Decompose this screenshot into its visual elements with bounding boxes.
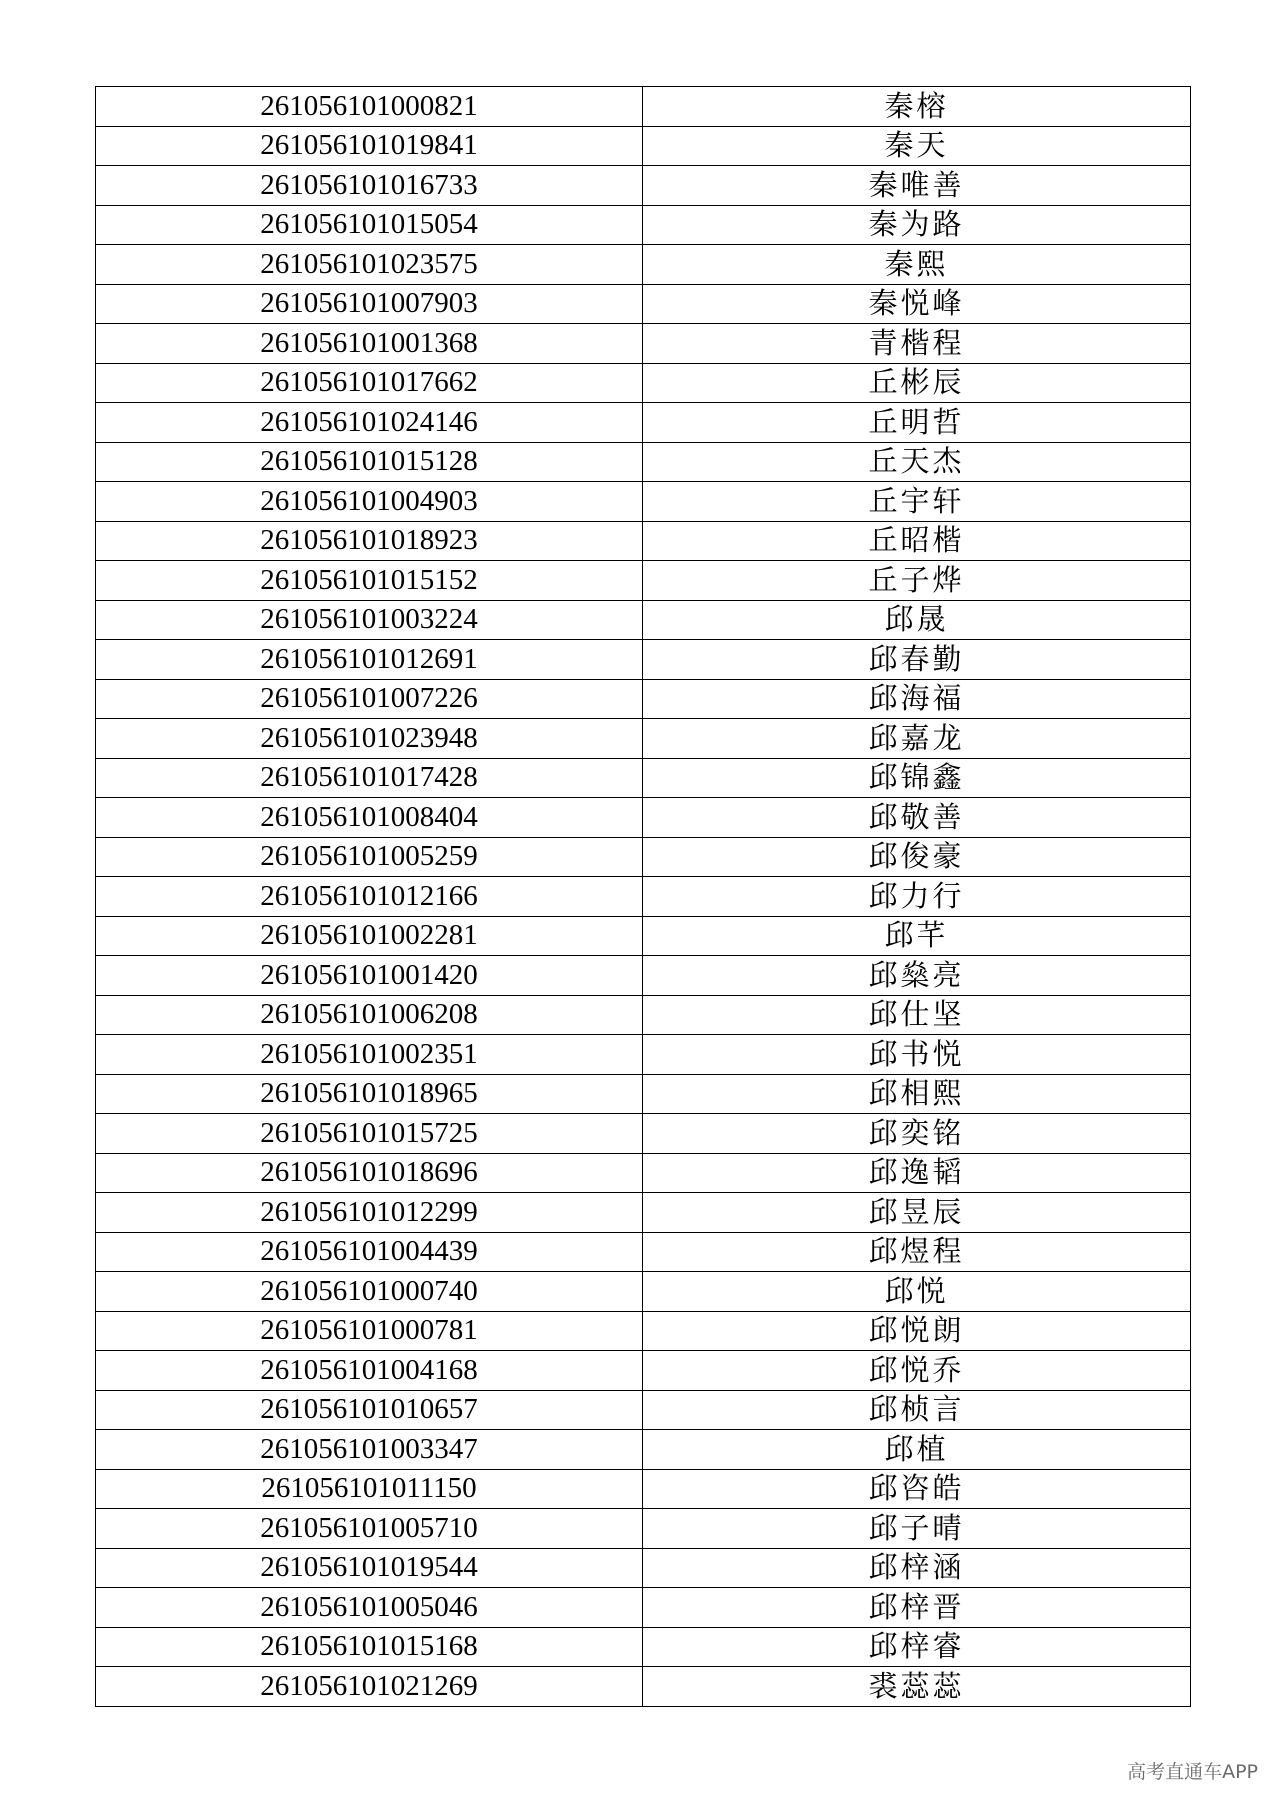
candidate-name-cell: 丘子烨	[643, 561, 1191, 601]
candidate-id-cell: 261056101015128	[96, 442, 643, 482]
candidate-id-cell: 261056101000740	[96, 1272, 643, 1312]
results-table-container	[95, 86, 1190, 1707]
candidate-name-cell: 丘明哲	[643, 403, 1191, 443]
table-row	[96, 363, 1191, 403]
candidate-name-cell: 邱悦朗	[643, 1311, 1191, 1351]
candidate-name-cell: 邱昱辰	[643, 1193, 1191, 1233]
table-row	[96, 561, 1191, 601]
table-row	[96, 245, 1191, 285]
candidate-id-cell: 261056101007226	[96, 679, 643, 719]
candidate-name-cell: 邱梓睿	[643, 1627, 1191, 1667]
candidate-name-cell: 秦唯善	[643, 166, 1191, 206]
candidate-name-cell: 秦榕	[643, 87, 1191, 127]
candidate-id-cell: 261056101015725	[96, 1114, 643, 1154]
candidate-id-cell: 261056101017428	[96, 758, 643, 798]
table-row	[96, 482, 1191, 522]
candidate-id-cell: 261056101005259	[96, 837, 643, 877]
candidate-id-cell: 261056101003347	[96, 1430, 643, 1470]
table-row	[96, 1153, 1191, 1193]
candidate-id-cell: 261056101011150	[96, 1469, 643, 1509]
table-row	[96, 1588, 1191, 1628]
table-row	[96, 1232, 1191, 1272]
candidate-name-cell: 邱晟	[643, 600, 1191, 640]
table-row	[96, 1272, 1191, 1312]
table-row	[96, 1390, 1191, 1430]
watermark-text: 高考直通车APP	[1127, 1761, 1258, 1783]
candidate-id-cell: 261056101008404	[96, 798, 643, 838]
candidate-name-cell: 邱春勤	[643, 640, 1191, 680]
candidate-id-cell: 261056101004439	[96, 1232, 643, 1272]
candidate-name-cell: 丘彬辰	[643, 363, 1191, 403]
table-row	[96, 600, 1191, 640]
results-table	[95, 86, 1191, 1707]
candidate-name-cell: 丘宇轩	[643, 482, 1191, 522]
candidate-name-cell: 裘蕊蕊	[643, 1667, 1191, 1707]
candidate-name-cell: 邱海福	[643, 679, 1191, 719]
candidate-name-cell: 邱芊	[643, 916, 1191, 956]
candidate-id-cell: 261056101000781	[96, 1311, 643, 1351]
candidate-name-cell: 邱仕坚	[643, 995, 1191, 1035]
table-row	[96, 719, 1191, 759]
candidate-name-cell: 邱敬善	[643, 798, 1191, 838]
candidate-id-cell: 261056101003224	[96, 600, 643, 640]
candidate-name-cell: 邱咨皓	[643, 1469, 1191, 1509]
table-row	[96, 1074, 1191, 1114]
table-row	[96, 521, 1191, 561]
table-row	[96, 442, 1191, 482]
candidate-id-cell: 261056101015054	[96, 205, 643, 245]
table-row	[96, 1509, 1191, 1549]
candidate-name-cell: 邱俊豪	[643, 837, 1191, 877]
table-row	[96, 205, 1191, 245]
candidate-id-cell: 261056101006208	[96, 995, 643, 1035]
candidate-name-cell: 邱逸韬	[643, 1153, 1191, 1193]
table-row	[96, 798, 1191, 838]
table-row	[96, 1667, 1191, 1707]
candidate-name-cell: 邱桢言	[643, 1390, 1191, 1430]
table-row	[96, 640, 1191, 680]
candidate-id-cell: 261056101012166	[96, 877, 643, 917]
table-row	[96, 126, 1191, 166]
candidate-name-cell: 秦为路	[643, 205, 1191, 245]
candidate-name-cell: 邱奕铭	[643, 1114, 1191, 1154]
candidate-id-cell: 261056101019841	[96, 126, 643, 166]
candidate-id-cell: 261056101024146	[96, 403, 643, 443]
table-row	[96, 679, 1191, 719]
table-row	[96, 1469, 1191, 1509]
candidate-id-cell: 261056101015168	[96, 1627, 643, 1667]
candidate-id-cell: 261056101016733	[96, 166, 643, 206]
candidate-id-cell: 261056101004903	[96, 482, 643, 522]
table-row	[96, 1627, 1191, 1667]
table-row	[96, 758, 1191, 798]
candidate-name-cell: 邱燊亮	[643, 956, 1191, 996]
candidate-name-cell: 邱梓涵	[643, 1548, 1191, 1588]
table-row	[96, 995, 1191, 1035]
candidate-id-cell: 261056101018923	[96, 521, 643, 561]
candidate-id-cell: 261056101001420	[96, 956, 643, 996]
table-row	[96, 837, 1191, 877]
candidate-id-cell: 261056101002351	[96, 1035, 643, 1075]
table-row	[96, 956, 1191, 996]
candidate-name-cell: 邱煜程	[643, 1232, 1191, 1272]
table-row	[96, 284, 1191, 324]
candidate-name-cell: 青楷程	[643, 324, 1191, 364]
table-row	[96, 1193, 1191, 1233]
candidate-name-cell: 丘昭楷	[643, 521, 1191, 561]
candidate-id-cell: 261056101018696	[96, 1153, 643, 1193]
candidate-name-cell: 邱锦鑫	[643, 758, 1191, 798]
candidate-id-cell: 261056101002281	[96, 916, 643, 956]
candidate-id-cell: 261056101015152	[96, 561, 643, 601]
candidate-id-cell: 261056101021269	[96, 1667, 643, 1707]
candidate-id-cell: 261056101018965	[96, 1074, 643, 1114]
table-row	[96, 403, 1191, 443]
candidate-name-cell: 邱嘉龙	[643, 719, 1191, 759]
candidate-name-cell: 邱相熙	[643, 1074, 1191, 1114]
results-table-body	[96, 87, 1191, 1707]
candidate-name-cell: 邱子晴	[643, 1509, 1191, 1549]
table-row	[96, 1548, 1191, 1588]
candidate-id-cell: 261056101010657	[96, 1390, 643, 1430]
candidate-id-cell: 261056101012299	[96, 1193, 643, 1233]
candidate-name-cell: 邱悦	[643, 1272, 1191, 1312]
candidate-id-cell: 261056101005710	[96, 1509, 643, 1549]
table-row	[96, 1351, 1191, 1391]
table-row	[96, 1311, 1191, 1351]
table-row	[96, 916, 1191, 956]
candidate-name-cell: 邱梓晋	[643, 1588, 1191, 1628]
candidate-id-cell: 261056101000821	[96, 87, 643, 127]
candidate-id-cell: 261056101001368	[96, 324, 643, 364]
candidate-name-cell: 邱悦乔	[643, 1351, 1191, 1391]
table-row	[96, 166, 1191, 206]
table-row	[96, 877, 1191, 917]
candidate-name-cell: 邱书悦	[643, 1035, 1191, 1075]
candidate-id-cell: 261056101012691	[96, 640, 643, 680]
candidate-name-cell: 邱力行	[643, 877, 1191, 917]
table-row	[96, 87, 1191, 127]
candidate-name-cell: 秦天	[643, 126, 1191, 166]
candidate-id-cell: 261056101023575	[96, 245, 643, 285]
candidate-name-cell: 丘天杰	[643, 442, 1191, 482]
table-row	[96, 324, 1191, 364]
candidate-id-cell: 261056101004168	[96, 1351, 643, 1391]
candidate-name-cell: 秦悦峰	[643, 284, 1191, 324]
candidate-id-cell: 261056101019544	[96, 1548, 643, 1588]
table-row	[96, 1114, 1191, 1154]
candidate-id-cell: 261056101017662	[96, 363, 643, 403]
candidate-id-cell: 261056101005046	[96, 1588, 643, 1628]
candidate-id-cell: 261056101023948	[96, 719, 643, 759]
table-row	[96, 1430, 1191, 1470]
candidate-name-cell: 秦熙	[643, 245, 1191, 285]
candidate-name-cell: 邱植	[643, 1430, 1191, 1470]
table-row	[96, 1035, 1191, 1075]
candidate-id-cell: 261056101007903	[96, 284, 643, 324]
